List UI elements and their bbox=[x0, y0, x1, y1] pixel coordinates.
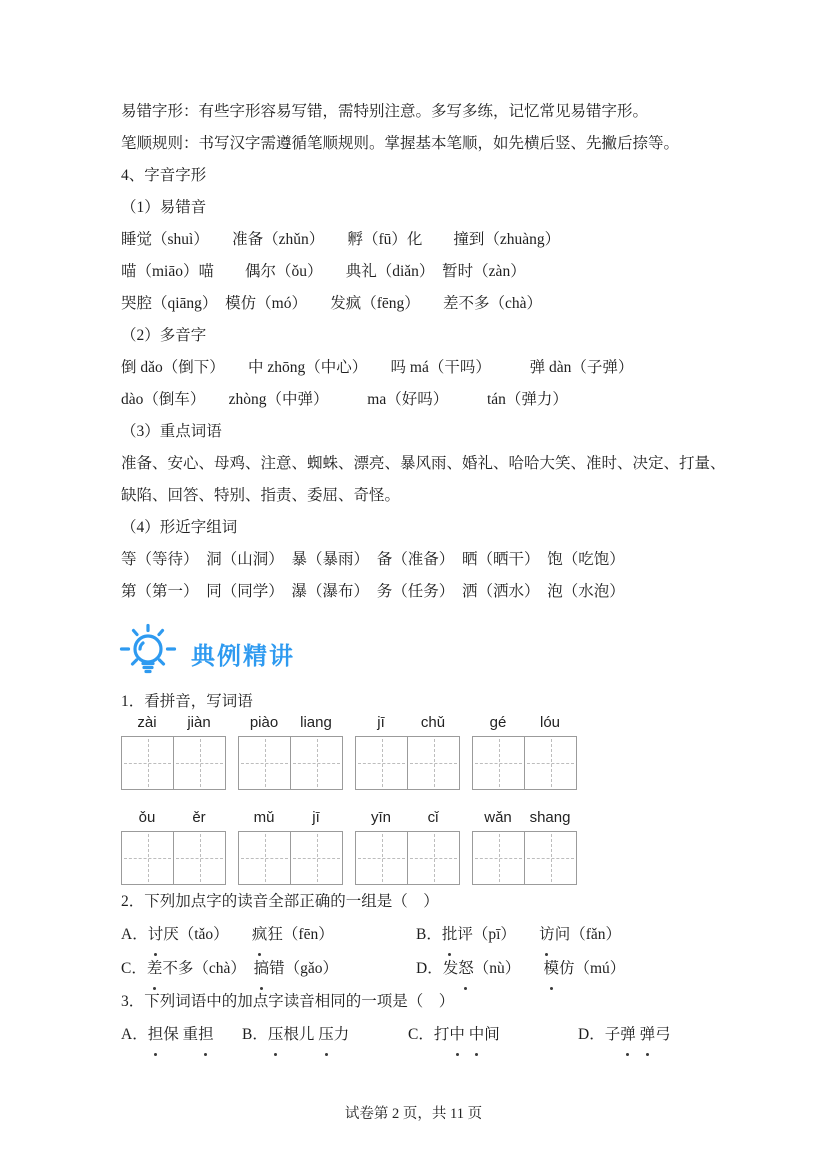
pinyin-label: jī bbox=[312, 809, 320, 826]
section4-heading: 4、字音字形 bbox=[121, 167, 207, 184]
q3-option-b: B．压根儿 压力 bbox=[242, 1018, 408, 1052]
q2-option-d: D．发怒（nù） 模仿（mú） bbox=[416, 952, 625, 986]
pinyin-grid-row-1 bbox=[121, 712, 589, 790]
sub3-title: （3）重点词语 bbox=[121, 423, 222, 440]
pinyin-group bbox=[355, 712, 460, 790]
question-2 bbox=[121, 886, 721, 986]
sub1-line: 哭腔（qiāng） 模仿（mó） 发疯（fēng） 差不多（chà） bbox=[121, 295, 543, 312]
q2-option-b: B．批评（pī） 访问（fǎn） bbox=[416, 918, 621, 952]
pinyin-label: yīn bbox=[370, 809, 391, 826]
pinyin-label: mǔ bbox=[253, 809, 275, 826]
pinyin-group bbox=[238, 712, 343, 790]
sub1-line: 喵（miāo）喵 偶尔（ǒu） 典礼（diǎn） 暂时（zàn） bbox=[121, 263, 526, 280]
pinyin-label: piào bbox=[249, 714, 279, 731]
notes-and-section4 bbox=[121, 96, 726, 608]
note-line: 易错字形：有些字形容易写错，需特别注意。多写多练，记忆常见易错字形。 bbox=[121, 103, 649, 120]
pinyin-label: cǐ bbox=[427, 809, 439, 826]
pinyin-group bbox=[238, 807, 343, 885]
sub3-line: 缺陷、回答、特别、指责、委屈、奇怪。 bbox=[121, 487, 401, 504]
hanzi-write-cell[interactable] bbox=[407, 737, 459, 789]
hanzi-write-cell[interactable] bbox=[239, 737, 290, 789]
hanzi-write-cell[interactable] bbox=[356, 832, 407, 884]
pinyin-label: gé bbox=[489, 714, 507, 731]
hanzi-write-cell[interactable] bbox=[290, 832, 342, 884]
hanzi-write-cell[interactable] bbox=[290, 737, 342, 789]
hanzi-write-cell[interactable] bbox=[122, 737, 173, 789]
pinyin-group bbox=[472, 712, 577, 790]
pinyin-label: chǔ bbox=[420, 714, 446, 731]
q3-option-c: C．打中 中间 bbox=[408, 1018, 578, 1052]
sub2-line: 倒 dǎo（倒下） 中 zhōng（中心） 吗 má（干吗） 弹 dàn（子弹） bbox=[121, 359, 634, 376]
q3-option-d: D．子弹 弹弓 bbox=[578, 1018, 671, 1052]
pinyin-label: ǒu bbox=[138, 809, 156, 826]
hanzi-write-cell[interactable] bbox=[473, 832, 524, 884]
hanzi-write-cell[interactable] bbox=[356, 737, 407, 789]
pinyin-label: jī bbox=[377, 714, 385, 731]
pinyin-label: lóu bbox=[539, 714, 561, 731]
sub2-title: （2）多音字 bbox=[121, 327, 207, 344]
hanzi-write-cell[interactable] bbox=[473, 737, 524, 789]
hanzi-write-cell[interactable] bbox=[524, 832, 576, 884]
pinyin-grid-row-2 bbox=[121, 807, 589, 885]
hanzi-write-cell[interactable] bbox=[239, 832, 290, 884]
pinyin-group bbox=[472, 807, 577, 885]
hanzi-write-cell[interactable] bbox=[173, 737, 225, 789]
sub4-line: 第（第一） 同（同学） 瀑（瀑布） 务（任务） 洒（洒水） 泡（水泡） bbox=[121, 583, 625, 600]
pinyin-label: jiàn bbox=[187, 714, 211, 731]
question-3 bbox=[121, 986, 721, 1052]
q3-option-a: A．担保 重担 bbox=[121, 1018, 242, 1052]
pinyin-label: wǎn bbox=[484, 809, 512, 826]
pinyin-group bbox=[121, 807, 226, 885]
pinyin-label: shang bbox=[529, 809, 571, 826]
exemplar-title: 典例精讲 bbox=[191, 642, 295, 670]
q3-title: 3．下列词语中的加点字读音相同的一项是（ ） bbox=[121, 993, 455, 1010]
note-line: 笔顺规则：书写汉字需遵循笔顺规则。掌握基本笔顺，如先横后竖、先撇后捺等。 bbox=[121, 135, 680, 152]
pinyin-label: zài bbox=[137, 714, 157, 731]
pinyin-group bbox=[121, 712, 226, 790]
pinyin-label: ěr bbox=[192, 809, 206, 826]
q2-title: 2．下列加点字的读音全部正确的一组是（ ） bbox=[121, 893, 439, 910]
sub2-line: dào（倒车） zhòng（中弹） ma（好吗） tán（弹力） bbox=[121, 391, 568, 408]
sub3-line: 准备、安心、母鸡、注意、蜘蛛、漂亮、暴风雨、婚礼、哈哈大笑、准时、决定、打量、 bbox=[121, 455, 726, 472]
page-footer: 试卷第 2 页，共 11 页 bbox=[344, 1106, 483, 1122]
sub1-line: 睡觉（shuì） 准备（zhǔn） 孵（fū）化 撞到（zhuàng） bbox=[121, 231, 561, 248]
exemplar-header bbox=[119, 622, 295, 684]
pinyin-group bbox=[355, 807, 460, 885]
hanzi-write-cell[interactable] bbox=[524, 737, 576, 789]
sub4-title: （4）形近字组词 bbox=[121, 519, 238, 536]
q1-title: 1．看拼音，写词语 bbox=[121, 693, 253, 710]
sub4-line: 等（等待） 洞（山洞） 暴（暴雨） 备（准备） 晒（晒干） 饱（吃饱） bbox=[121, 551, 625, 568]
hanzi-write-cell[interactable] bbox=[122, 832, 173, 884]
pinyin-label: liang bbox=[300, 714, 332, 731]
sub1-title: （1）易错音 bbox=[121, 199, 207, 216]
q2-option-a: A．讨厌（tǎo） 疯狂（fēn） bbox=[121, 918, 416, 952]
q2-option-c: C．差不多（chà） 搞错（gǎo） bbox=[121, 952, 416, 986]
lightbulb-icon bbox=[119, 622, 177, 685]
hanzi-write-cell[interactable] bbox=[407, 832, 459, 884]
hanzi-write-cell[interactable] bbox=[173, 832, 225, 884]
